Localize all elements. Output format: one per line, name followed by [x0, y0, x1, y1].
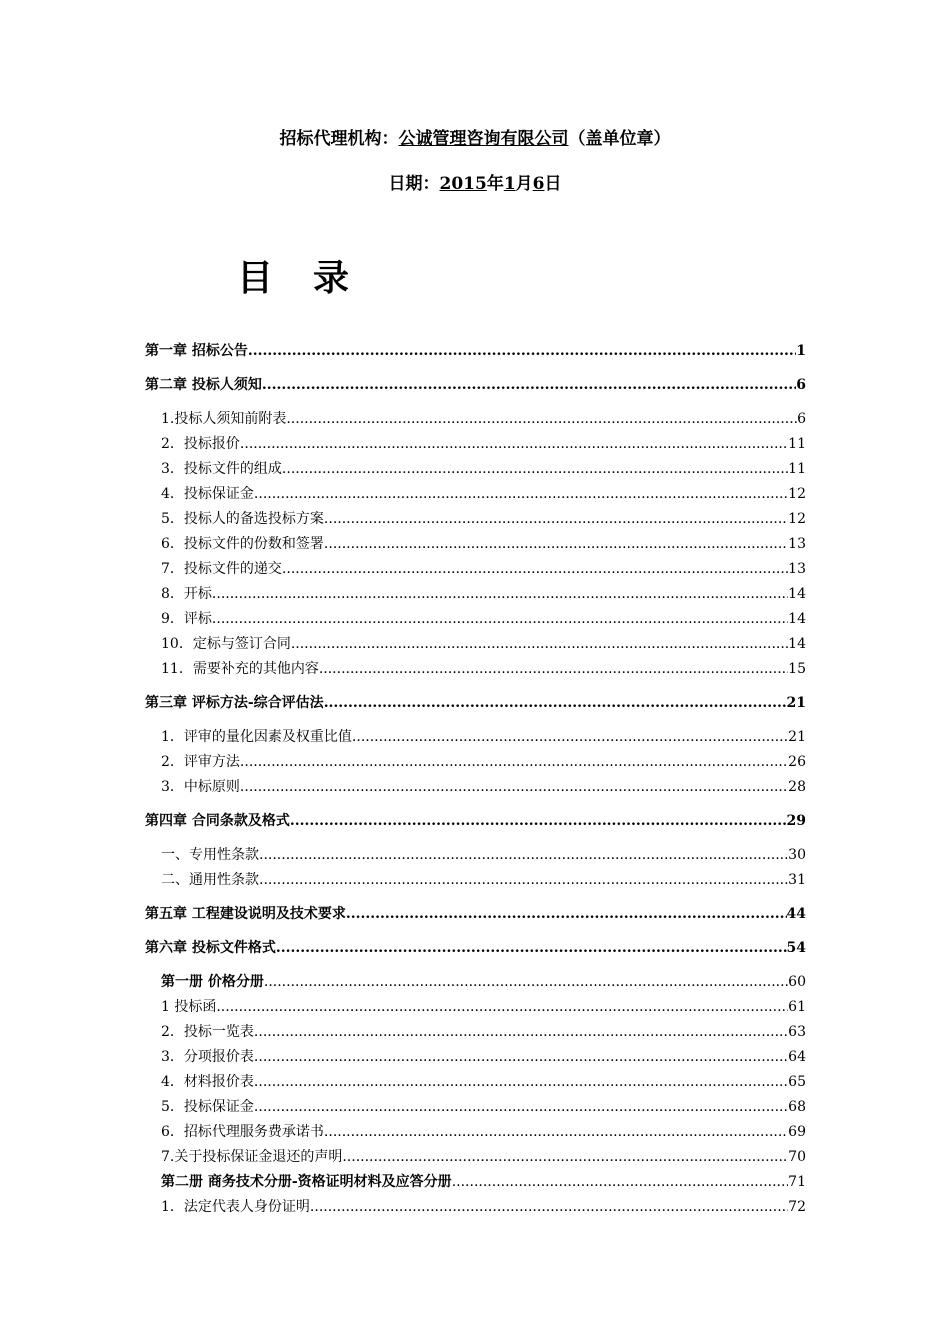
toc-entry-page: 60 [788, 974, 806, 990]
toc-entry-label: 3．中标原则 [161, 779, 240, 795]
toc-entry[interactable] [145, 1045, 806, 1070]
toc-entry[interactable] [145, 507, 806, 532]
toc-leader-dots [240, 775, 788, 800]
toc-leader-dots [310, 1195, 788, 1220]
toc-entry-page: 14 [788, 586, 806, 602]
toc-entry-page: 13 [788, 561, 806, 577]
date-month: 1 [503, 174, 516, 194]
toc-entry-label: 第四章 合同条款及格式 [145, 813, 290, 829]
date-label: 日期： [388, 174, 440, 194]
toc-entry-page: 14 [788, 636, 806, 652]
toc-entry-label: 一、专用性条款 [161, 847, 259, 863]
toc-entry-label: 4．投标保证金 [161, 486, 254, 502]
toc-entry-page: 12 [788, 511, 806, 527]
toc-entry-label: 9．评标 [161, 611, 212, 627]
toc-leader-dots [212, 582, 788, 607]
toc-leader-dots [262, 373, 796, 398]
toc-entry[interactable] [145, 1070, 806, 1095]
toc-entry[interactable] [145, 809, 806, 834]
toc-entry-page: 69 [788, 1124, 806, 1140]
toc-entry-label: 5．投标人的备选投标方案 [161, 511, 324, 527]
toc-entry-label: 第六章 投标文件格式 [145, 940, 276, 956]
toc-leader-dots [342, 1145, 788, 1170]
toc-entry-label: 2．投标一览表 [161, 1024, 254, 1040]
toc-entry[interactable] [145, 407, 806, 432]
toc-entry[interactable] [145, 902, 806, 927]
toc-leader-dots [254, 1045, 788, 1070]
table-of-contents [145, 330, 806, 1220]
toc-entry[interactable] [145, 339, 806, 364]
toc-entry-label: 10．定标与签订合同 [161, 636, 291, 652]
toc-entry-page: 11 [788, 436, 806, 452]
agency-label: 招标代理机构： [279, 129, 399, 149]
toc-entry-page: 26 [788, 754, 806, 770]
toc-leader-dots [216, 995, 788, 1020]
toc-entry[interactable] [145, 1145, 806, 1170]
toc-entry-label: 7．投标文件的递交 [161, 561, 282, 577]
toc-entry-label: 4．材料报价表 [161, 1074, 254, 1090]
toc-entry-page: 71 [788, 1174, 806, 1190]
toc-entry-label: 7.关于投标保证金退还的声明 [161, 1149, 343, 1165]
toc-entry[interactable] [145, 1195, 806, 1220]
toc-leader-dots [346, 902, 787, 927]
toc-entry-label: 3．分项报价表 [161, 1049, 254, 1065]
toc-entry-page: 31 [788, 872, 806, 888]
toc-entry-label: 8．开标 [161, 586, 212, 602]
toc-entry[interactable] [145, 457, 806, 482]
toc-entry-page: 12 [788, 486, 806, 502]
toc-entry-label: 第二章 投标人须知 [145, 377, 262, 393]
toc-leader-dots [254, 1020, 788, 1045]
toc-leader-dots [282, 457, 788, 482]
date-day-unit: 日 [544, 174, 562, 194]
toc-leader-dots [264, 970, 788, 995]
toc-leader-dots [282, 557, 788, 582]
toc-entry-label: 1．法定代表人身份证明 [161, 1199, 310, 1215]
toc-leader-dots [212, 607, 788, 632]
toc-entry-page: 14 [788, 611, 806, 627]
toc-leader-dots [248, 339, 796, 364]
toc-leader-dots [276, 936, 787, 961]
toc-entry[interactable] [145, 725, 806, 750]
toc-entry[interactable] [145, 936, 806, 961]
toc-entry-label: 1 投标函 [161, 999, 217, 1015]
toc-entry-label: 第三章 评标方法-综合评估法 [145, 695, 324, 711]
toc-leader-dots [240, 432, 788, 457]
date-day: 6 [532, 174, 545, 194]
toc-entry-page: 30 [788, 847, 806, 863]
toc-entry-page: 64 [788, 1049, 806, 1065]
toc-entry[interactable] [145, 691, 806, 716]
toc-leader-dots [291, 632, 788, 657]
toc-entry[interactable] [145, 432, 806, 457]
toc-entry-page: 11 [788, 461, 806, 477]
toc-entry-label: 2．投标报价 [161, 436, 240, 452]
toc-leader-dots [324, 507, 788, 532]
toc-entry[interactable] [145, 995, 806, 1020]
toc-entry-page: 54 [786, 940, 806, 956]
toc-entry-page: 6 [796, 377, 806, 393]
toc-entry-label: 第五章 工程建设说明及技术要求 [145, 906, 346, 922]
toc-entry-page: 6 [797, 411, 806, 427]
toc-entry[interactable] [145, 1120, 806, 1145]
toc-entry-page: 68 [788, 1099, 806, 1115]
toc-leader-dots [254, 1070, 788, 1095]
toc-leader-dots [254, 1095, 788, 1120]
agency-suffix: （盖单位章） [568, 129, 671, 149]
toc-entry[interactable] [145, 1020, 806, 1045]
toc-entry-label: 6．招标代理服务费承诺书 [161, 1124, 324, 1140]
toc-leader-dots [352, 725, 788, 750]
toc-entry-page: 61 [788, 999, 806, 1015]
toc-entry-label: 第二册 商务技术分册-资格证明材料及应答分册 [161, 1174, 452, 1190]
toc-entry-label: 2．评审方法 [161, 754, 240, 770]
date-month-unit: 月 [515, 174, 533, 194]
toc-entry[interactable] [145, 632, 806, 657]
toc-entry[interactable] [145, 607, 806, 632]
toc-entry[interactable] [145, 657, 806, 682]
toc-entry[interactable] [145, 582, 806, 607]
toc-leader-dots [240, 750, 788, 775]
toc-leader-dots [452, 1170, 788, 1195]
toc-entry-label: 6．投标文件的份数和签署 [161, 536, 324, 552]
toc-entry-label: 第一章 招标公告 [145, 343, 248, 359]
toc-entry[interactable] [145, 373, 806, 398]
toc-entry-label: 二、通用性条款 [161, 872, 259, 888]
toc-leader-dots [254, 482, 788, 507]
toc-entry-page: 44 [786, 906, 806, 922]
toc-leader-dots [324, 691, 787, 716]
date-line [0, 172, 950, 196]
toc-entry-label: 1.投标人须知前附表 [161, 411, 287, 427]
toc-entry[interactable] [145, 1170, 806, 1195]
toc-entry-page: 28 [788, 779, 806, 795]
toc-entry[interactable] [145, 868, 806, 893]
toc-title: 目录 [237, 257, 390, 299]
agency-line [0, 127, 950, 151]
date-year: 2015 [439, 174, 487, 194]
toc-leader-dots [324, 532, 788, 557]
toc-entry[interactable] [145, 1095, 806, 1120]
agency-name: 公诚管理咨询有限公司 [398, 129, 569, 149]
toc-entry-page: 65 [788, 1074, 806, 1090]
toc-entry[interactable] [145, 775, 806, 800]
toc-entry-page: 21 [786, 695, 806, 711]
toc-entry-page: 70 [788, 1149, 806, 1165]
toc-entry-page: 21 [788, 729, 806, 745]
toc-entry-label: 5．投标保证金 [161, 1099, 254, 1115]
toc-entry-page: 13 [788, 536, 806, 552]
toc-entry[interactable] [145, 970, 806, 995]
toc-entry-page: 29 [786, 813, 806, 829]
toc-entry-page: 63 [788, 1024, 806, 1040]
toc-entry[interactable] [145, 750, 806, 775]
date-year-unit: 年 [486, 174, 504, 194]
toc-leader-dots [259, 843, 788, 868]
toc-entry-label: 3．投标文件的组成 [161, 461, 282, 477]
toc-entry[interactable] [145, 532, 806, 557]
toc-leader-dots [259, 868, 788, 893]
toc-entry-page: 1 [796, 343, 806, 359]
toc-leader-dots [286, 407, 797, 432]
toc-leader-dots [290, 809, 787, 834]
toc-entry-page: 15 [788, 661, 806, 677]
toc-entry-label: 第一册 价格分册 [161, 974, 264, 990]
toc-entry-label: 1．评审的量化因素及权重比值 [161, 729, 352, 745]
toc-entry[interactable] [145, 843, 806, 868]
toc-entry[interactable] [145, 557, 806, 582]
toc-entry[interactable] [145, 482, 806, 507]
toc-entry-label: 11．需要补充的其他内容 [161, 661, 319, 677]
toc-leader-dots [319, 657, 788, 682]
toc-entry-page: 72 [788, 1199, 806, 1215]
toc-leader-dots [324, 1120, 788, 1145]
